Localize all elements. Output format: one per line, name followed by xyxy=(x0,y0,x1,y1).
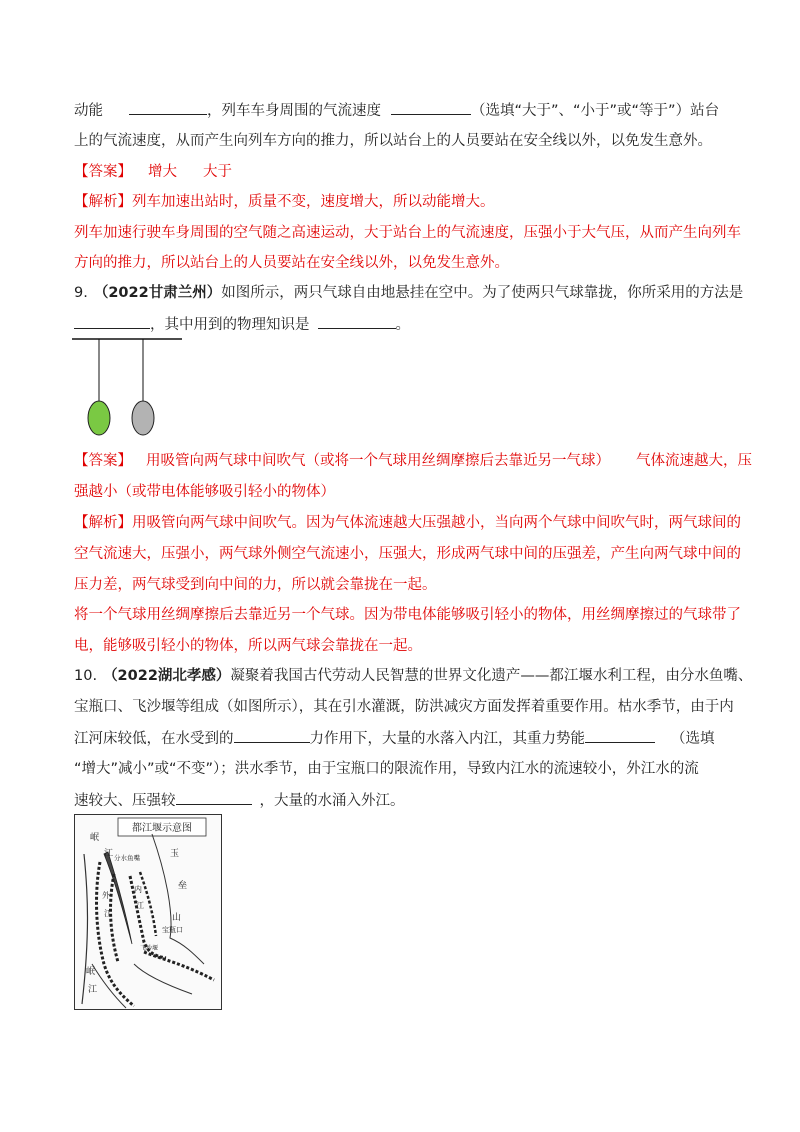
question-text: （选填 xyxy=(671,731,715,747)
analysis-text: 空气流速大，压强小，两气球外侧空气流速小，压强大，形成两气球中间的压强差，产生向两气球中间的 xyxy=(74,546,741,562)
map-label: 内 xyxy=(134,885,142,894)
q9-answer-1 xyxy=(74,451,752,471)
left-balloon-shape xyxy=(88,401,110,435)
map-label: 江 xyxy=(104,909,112,918)
q10-stem-1 xyxy=(74,666,752,686)
answer-tag: 【答案】 xyxy=(74,453,132,469)
answer-value: 增大 xyxy=(148,164,177,180)
answer-blank[interactable] xyxy=(74,314,150,329)
question-text: 速较大、压强较 xyxy=(74,793,176,809)
question-text: ，其中用到的物理知识是 xyxy=(150,317,310,333)
q10-stem-4 xyxy=(74,759,699,779)
analysis-text: 电，能够吸引轻小的物体，所以两气球会靠拢在一起。 xyxy=(74,638,422,654)
analysis-text: 压力差，两气球受到向中间的力，所以就会靠拢在一起。 xyxy=(74,577,437,593)
map-label: 玉 xyxy=(170,849,180,859)
q9-stem-1 xyxy=(74,283,743,303)
q9-answer-2 xyxy=(74,482,335,502)
question-text: 凝聚着我国古代劳动人民智慧的世界文化遗产——都江堰水利工程，由分水鱼嘴、 xyxy=(230,668,753,684)
q8-text: ，列车车身周围的气流速度 xyxy=(207,103,381,119)
q8-line-2 xyxy=(74,131,712,151)
q10-stem-2 xyxy=(74,697,734,717)
analysis-text: 用吸管向两气球中间吹气。因为气体流速越大压强越小，当向两个气球中间吹气时，两气球间的 xyxy=(132,515,741,531)
q8-answer xyxy=(74,162,232,182)
q9-analysis-1 xyxy=(74,513,741,533)
analysis-text: 方向的推力，所以站台上的人员要站在安全线以外，以免发生意外。 xyxy=(74,255,509,271)
question-number: 9. xyxy=(74,285,88,301)
analysis-text: 列车加速行驶车身周围的空气随之高速运动，大于站台上的气流速度，压强小于大气压，从而产生向列车 xyxy=(74,225,741,241)
answer-blank[interactable] xyxy=(176,790,252,805)
map-label: 宝瓶口 xyxy=(162,926,183,934)
answer-value: 用吸管向两气球中间吹气（或将一个气球用丝绸摩擦后去靠近另一气球） xyxy=(146,453,610,469)
answer-blank[interactable] xyxy=(318,314,396,329)
q8-text: （选填“大于”、“小于”或“等于”）站台 xyxy=(471,103,720,119)
q8-analysis-3 xyxy=(74,253,509,273)
q9-stem-2 xyxy=(74,314,410,335)
q8-analysis-1 xyxy=(74,192,495,212)
q10-stem-5 xyxy=(74,790,405,811)
question-text: 如图所示，两只气球自由地悬挂在空中。为了使两只气球靠拢，你所采用的方法是 xyxy=(221,285,744,301)
question-text: 力作用下，大量的水落入内江，其重力势能 xyxy=(309,731,585,747)
answer-blank[interactable] xyxy=(391,100,471,115)
map-label: 外 xyxy=(102,891,110,900)
question-text: 江河床较低，在水受到的 xyxy=(74,731,234,747)
answer-value: 大于 xyxy=(203,164,232,180)
dujiangyan-map xyxy=(74,814,222,1010)
question-text: 宝瓶口、飞沙堰等组成（如图所示），其在引水灌溉，防洪减灾方面发挥着重要作用。枯水季节，由于内 xyxy=(74,699,734,715)
question-text: ，大量的水涌入外江。 xyxy=(259,793,405,809)
question-source: （2022湖北孝感） xyxy=(103,668,231,684)
map-title: 都江堰示意图 xyxy=(132,823,192,834)
analysis-tag: 【解析】 xyxy=(74,194,132,210)
q8-analysis-2 xyxy=(74,223,741,243)
q9-analysis-4 xyxy=(74,605,741,625)
answer-tag: 【答案】 xyxy=(74,164,132,180)
answer-blank[interactable] xyxy=(585,728,655,743)
q9-analysis-2 xyxy=(74,544,741,564)
q9-analysis-5 xyxy=(74,636,422,656)
q8-text: 动能 xyxy=(74,103,103,119)
map-label: 江 xyxy=(88,985,98,995)
map-label: 岷 xyxy=(86,967,96,977)
question-text: 。 xyxy=(395,317,410,333)
map-label: 飞沙堰 xyxy=(140,945,159,952)
map-label: 江 xyxy=(136,901,144,910)
q8-text: 上的气流速度，从而产生向列车方向的推力，所以站台上的人员要站在安全线以外，以免发生意外。 xyxy=(74,133,712,149)
answer-value: 强越小（或带电体能够吸引轻小的物体） xyxy=(74,484,335,500)
question-number: 10. xyxy=(74,668,98,684)
map-label: 垒 xyxy=(178,881,188,891)
question-text: “增大”减小”或“不变”）；洪水季节，由于宝瓶口的限流作用，导致内江水的流速较小，外江水的流 xyxy=(74,761,699,777)
map-label: 分水鱼嘴 xyxy=(114,854,140,862)
map-label: 山 xyxy=(172,913,182,923)
q10-stem-3 xyxy=(74,728,715,749)
q9-analysis-3 xyxy=(74,575,437,595)
map-label: 岷 xyxy=(90,833,100,843)
map-label: 江 xyxy=(104,849,114,859)
answer-blank[interactable] xyxy=(234,728,310,743)
answer-blank[interactable] xyxy=(129,100,207,115)
analysis-text: 将一个气球用丝绸摩擦后去靠近另一个气球。因为带电体能够吸引轻小的物体，用丝绸摩擦过的气球带了 xyxy=(74,607,741,623)
analysis-text: 列车加速出站时，质量不变，速度增大，所以动能增大。 xyxy=(132,194,495,210)
question-source: （2022甘肃兰州） xyxy=(93,285,222,301)
right-balloon-shape xyxy=(132,401,154,435)
answer-value: 气体流速越大，压 xyxy=(636,453,752,469)
balloons-figure xyxy=(72,334,202,444)
q8-line-1 xyxy=(74,100,719,121)
analysis-tag: 【解析】 xyxy=(74,515,132,531)
